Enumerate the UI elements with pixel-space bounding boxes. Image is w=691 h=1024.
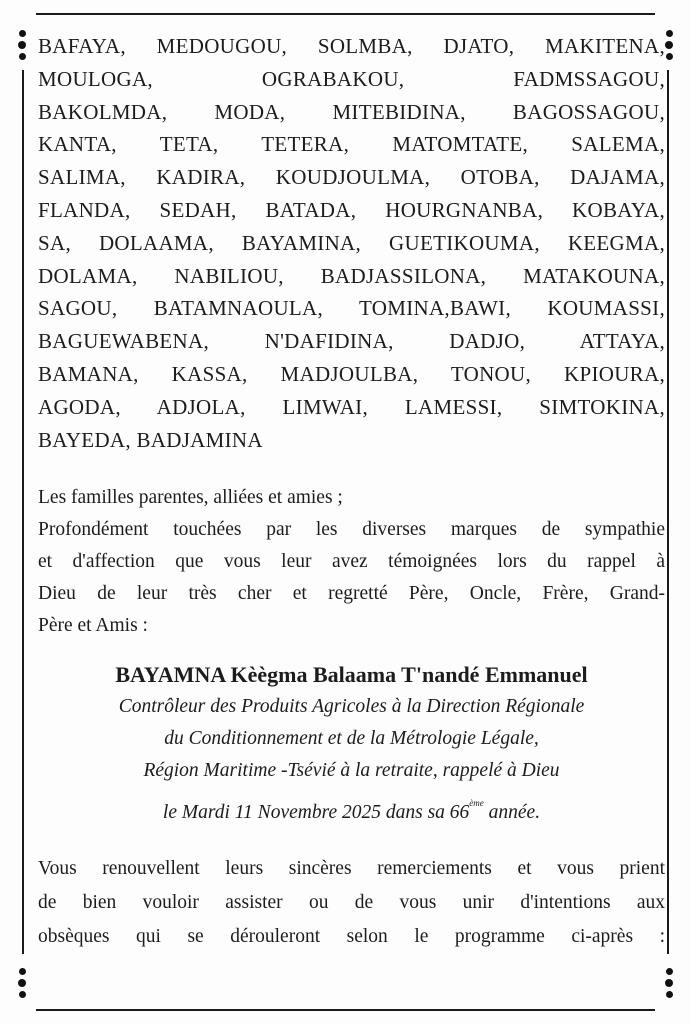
closing-line: Vous renouvellent leurs sincères remerciements et vous prient bbox=[38, 858, 665, 880]
gratitude-paragraph bbox=[38, 482, 665, 642]
corner-ornament-top-left bbox=[18, 30, 26, 64]
family-names-line: BAYEDA, BADJAMINA bbox=[38, 427, 263, 452]
family-names-line: SALIMA, KADIRA, KOUDJOULMA, OTOBA, DAJAMA, bbox=[38, 165, 665, 190]
ordinal-suffix: ème bbox=[469, 798, 484, 809]
corner-ornament-bottom-right bbox=[665, 968, 673, 1002]
family-names-line: BAGUEWABENA, N'DAFIDINA, DADJO, ATTAYA, bbox=[38, 329, 665, 354]
border-top bbox=[36, 13, 655, 15]
family-names-line: FLANDA, SEDAH, BATADA, HOURGNANBA, KOBAYA, bbox=[38, 197, 665, 222]
family-names-list bbox=[38, 30, 665, 456]
family-names-line: SAGOU, BATAMNAOULA, TOMINA,BAWI, KOUMASSI, bbox=[38, 296, 665, 321]
border-bottom bbox=[36, 1009, 655, 1011]
family-names-line: BAFAYA, MEDOUGOU, SOLMBA, DJATO, MAKITENA, bbox=[38, 34, 665, 58]
family-names-line: BAKOLMDA, MODA, MITEBIDINA, BAGOSSAGOU, bbox=[38, 99, 665, 124]
date-suffix: année. bbox=[483, 802, 541, 824]
closing-paragraph bbox=[38, 852, 665, 954]
deceased-name: BAYAMNA Kèègma Balaama T'nandé Emmanuel bbox=[115, 662, 588, 688]
gratitude-line: et d'affection que vous leur avez témoignées lors du rappel à bbox=[38, 551, 665, 573]
notice-content bbox=[38, 30, 665, 954]
gratitude-line: Dieu de leur très cher et regretté Père, Oncle, Frère, Grand- bbox=[38, 583, 665, 605]
family-names-line: BAMANA, KASSA, MADJOULBA, TONOU, KPIOURA, bbox=[38, 361, 665, 386]
deceased-title-line: du Conditionnement et de la Métrologie Légale, bbox=[164, 728, 539, 750]
date-prefix: le Mardi 11 Novembre 2025 dans sa 66 bbox=[162, 802, 470, 824]
families-line: Les familles parentes, alliées et amies ; bbox=[38, 487, 343, 509]
deceased-title-line: Contrôleur des Produits Agricoles à la Direction Régionale bbox=[118, 696, 585, 718]
family-names-line: MOULOGA, OGRABAKOU, FADMSSAGOU, bbox=[38, 66, 665, 91]
border-right bbox=[667, 70, 669, 954]
deceased-block bbox=[38, 659, 665, 829]
family-names-line: SA, DOLAAMA, BAYAMINA, GUETIKOUMA, KEEGMA, bbox=[38, 230, 665, 255]
gratitude-line: Père et Amis : bbox=[38, 615, 148, 637]
family-names-line: KANTA, TETA, TETERA, MATOMTATE, SALEMA, bbox=[38, 132, 665, 157]
deceased-date-line bbox=[38, 787, 665, 829]
deceased-title-line: Région Maritime -Tsévié à la retraite, rappelé à Dieu bbox=[143, 760, 560, 782]
family-names-line: AGODA, ADJOLA, LIMWAI, LAMESSI, SIMTOKINA, bbox=[38, 394, 665, 419]
gratitude-line: Profondément touchées par les diverses marques de sympathie bbox=[38, 519, 665, 541]
closing-line: de bien vouloir assister ou de vous unir d'intentions aux bbox=[38, 892, 665, 914]
corner-ornament-top-right bbox=[665, 30, 673, 64]
family-names-line: DOLAMA, NABILIOU, BADJASSILONA, MATAKOUNA, bbox=[38, 263, 665, 288]
border-left bbox=[22, 70, 24, 954]
corner-ornament-bottom-left bbox=[18, 968, 26, 1002]
closing-line: obsèques qui se dérouleront selon le programme ci-après : bbox=[38, 926, 665, 948]
